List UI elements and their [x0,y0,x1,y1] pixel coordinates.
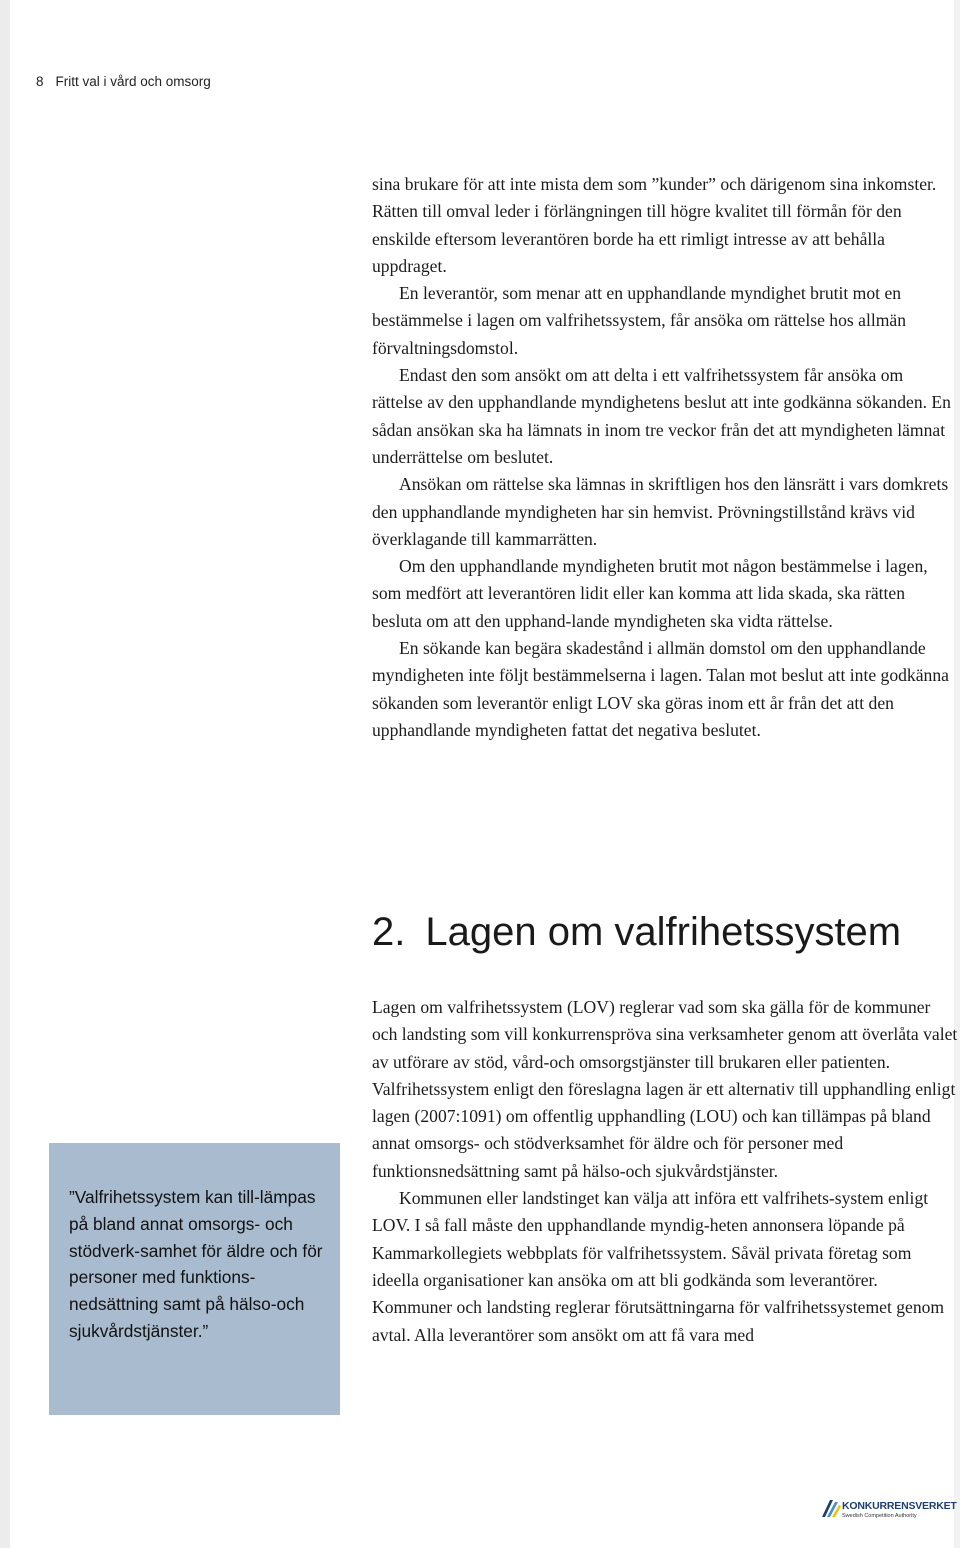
body-column-chapter [372,994,958,1349]
body-column-top [372,171,958,744]
page-number: 8 [36,74,44,89]
body-paragraph: Kommunen eller landstinget kan välja att införa ett valfrihets-system enligt LOV. I så fall måste den upphandlande myndig-heten annonsera löpande på Kammarkollegiets webbplats för valfrihetssystem. Såväl privata företag som ideella organisationer kan ansöka om att bli godkända som leverantörer. Kommuner och landsting reglerar förutsättningarna för valfrihetssystemet genom avtal. Alla leverantörer som ansökt om att få vara med [372,1188,945,1345]
pull-quote-box [49,1143,340,1415]
logo-name: KONKURRENSVERKET [842,1500,957,1512]
logo-subtitle: Swedish Competition Authority [842,1513,917,1519]
body-paragraph: Endast den som ansökt om att delta i ett valfrihetssystem får ansöka om rättelse av den upphandlande myndighetens beslut att inte godkänna sökanden. En sådan ansökan ska ha lämnats in inom tre veckor från det att myndigheten lämnat underrättelse om beslutet. [372,365,951,467]
chapter-heading [372,904,901,960]
running-title: Fritt val i vård och omsorg [55,74,211,89]
page-edge-left [0,0,10,1548]
body-paragraph: En leverantör, som menar att en upphandlande myndighet brutit mot en bestämmelse i lagen om valfrihetssystem, får ansöka om rättelse hos allmän förvaltningsdomstol. [372,283,907,358]
konkurrensverket-logo [820,1496,956,1524]
body-paragraph: Ansökan om rättelse ska lämnas in skriftligen hos den länsrätt i vars domkrets den upphandlande myndigheten har sin hemvist. Prövningstillstånd krävs vid överklagande till kammarrätten. [372,474,949,549]
body-paragraph: Lagen om valfrihetssystem (LOV) reglerar vad som ska gälla för de kommuner och landsting som vill konkurrenspröva sina verksamheter genom att överlåta valet av utförare av stöd, vård-och omsorgstjänster till brukaren eller patienten. Valfrihetssystem enligt den föreslagna lagen är ett alternativ till upphandling enligt lagen (2007:1091) om offentlig upphandling (LOU) och kan tillämpas på bland annat omsorgs- och stödverksamhet för äldre och för personer med funktionsnedsättning samt på hälso-och sjukvårdstjänster. [372,997,958,1181]
chapter-number: 2. [372,910,406,954]
body-paragraph: En sökande kan begära skadestånd i allmän domstol om den upphandlande myndigheten inte följt bestämmelserna i lagen. Talan mot beslut att inte godkänna sökanden som leverantör enligt LOV ska göras inom ett år från det att den upphandlande myndigheten fattat det negativa beslutet. [372,638,949,740]
body-paragraph: sina brukare för att inte mista dem som ”kunder” och därigenom sina inkomster. Rätten till omval leder i förlängningen till högre kvalitet till förmån för den enskilde eftersom leverantören borde ha ett rimligt intresse av att behålla uppdraget. [372,174,937,276]
pull-quote-text: ”Valfrihetssystem kan till-lämpas på bland annat omsorgs- och stödverk-samhet för äldre och för personer med funktions-nedsättning samt på hälso-och sjukvårdstjänster.” [69,1187,323,1341]
logo-mark-icon [820,1496,842,1520]
running-header [36,74,211,89]
chapter-title: Lagen om valfrihetssystem [425,910,902,954]
body-paragraph: Om den upphandlande myndigheten brutit mot någon bestämmelse i lagen, som medfört att leverantören lidit eller kan komma att lida skada, ska rätten besluta om att den upphand-lande myndigheten ska vidta rättelse. [372,556,928,631]
